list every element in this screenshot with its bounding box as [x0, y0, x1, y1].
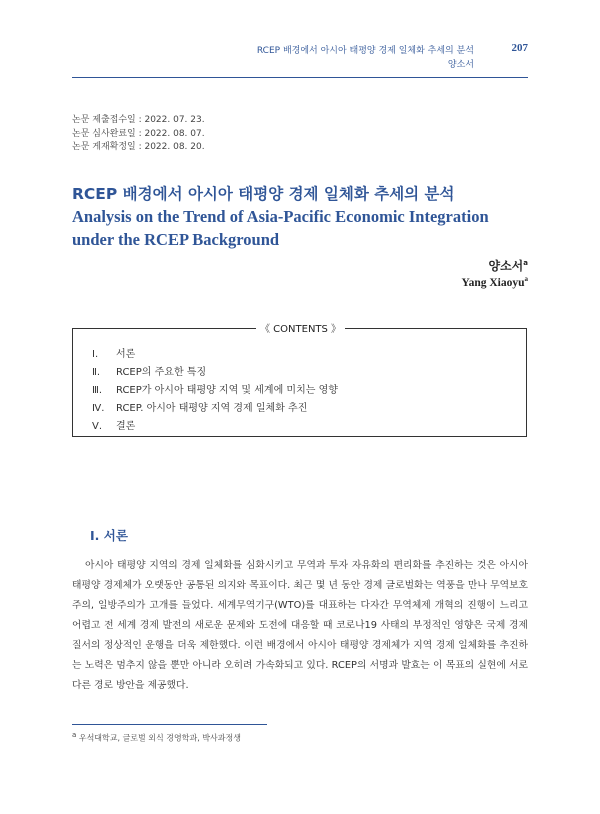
contents-item [92, 382, 338, 400]
page-number: 207 [511, 42, 528, 54]
contents-item [92, 418, 338, 436]
contents-list [92, 346, 338, 436]
author-english [462, 275, 528, 289]
footnote-rule [72, 724, 267, 725]
author-english-name: Yang Xiaoyu [461, 276, 525, 289]
section-heading: Ⅰ. 서론 [90, 528, 128, 543]
contents-item-text: 결론 [116, 421, 136, 432]
contents-item-text: RCEP의 주요한 특징 [116, 367, 207, 378]
contents-item-number: Ⅰ. [92, 349, 99, 360]
header-rule [72, 77, 528, 78]
contents-item-text: RCEP가 아시아 태평양 지역 및 세계에 미치는 영향 [116, 385, 338, 396]
date-reviewed: 논문 심사완료일 : 2022. 08. 07. [72, 128, 205, 139]
author-korean [488, 257, 528, 274]
footnote-text: 우석대학교, 글로벌 외식 경영학과, 박사과정생 [78, 733, 241, 743]
author-mark: a [523, 259, 528, 267]
submission-dates [72, 114, 205, 155]
contents-item [92, 400, 338, 418]
footnote-mark: a [72, 731, 77, 739]
author-english-mark: a [524, 275, 528, 283]
contents-item-text: 서론 [116, 349, 136, 360]
contents-item-number: Ⅳ. [92, 403, 105, 414]
intro-paragraph: 아시아 태평양 지역의 경제 일체화를 심화시키고 무역과 투자 자유화의 편리화를 추진하는 것은 아시아 태평양 경제체가 오랫동안 공통된 의지와 목표이다. 최근 몇 년 동안 경제 글로벌화는 역풍을 만나 무역보호주의, 일방주의가 고개를 들었다. 세계무역기구(WTO)를 대표하는 다자간 무역체제 개혁의 진행이 느리고 어렵고 전 세계 경제 발전의 새로운 문제와 도전에 대응할 때 코로나19 사태의 부정적인 영향은 국제 경제 질서의 정상적인 운행을 더욱 제한했다. 이런 배경에서 아시아 태평양 경제체가 지역 경제 일체화를 추진하는 노력은 멈추지 않을 뿐만 아니라 오히려 가속화되고 있다. RCEP의 서명과 발효는 이 목표의 실현에 서로 다른 경로 방안을 제공했다. [72, 560, 528, 691]
contents-item-number: Ⅲ. [92, 385, 103, 396]
title-korean: RCEP 배경에서 아시아 태평양 경제 일체화 추세의 분석 [72, 185, 455, 203]
title-english: Analysis on the Trend of Asia-Pacific Economic Integration under the RCEP Background [72, 207, 489, 249]
contents-item-number: Ⅱ. [92, 367, 101, 378]
running-header-title: RCEP 배경에서 아시아 태평양 경제 일체화 추세의 분석 [256, 46, 474, 56]
running-header-author: 양소서 [447, 60, 474, 70]
body-text [72, 556, 528, 696]
contents-item-text: RCEP. 아시아 태평양 지역 경제 일체화 추진 [116, 403, 308, 414]
contents-label: 《 CONTENTS 》 [256, 320, 345, 335]
date-submitted: 논문 제출접수일 : 2022. 07. 23. [72, 115, 205, 125]
footnote [72, 731, 241, 744]
date-accepted: 논문 게재확정일 : 2022. 08. 20. [72, 142, 205, 152]
contents-item [92, 364, 338, 382]
author-korean-name: 양소서 [488, 259, 524, 273]
contents-item-number: Ⅴ. [92, 421, 103, 432]
contents-item [92, 346, 338, 364]
